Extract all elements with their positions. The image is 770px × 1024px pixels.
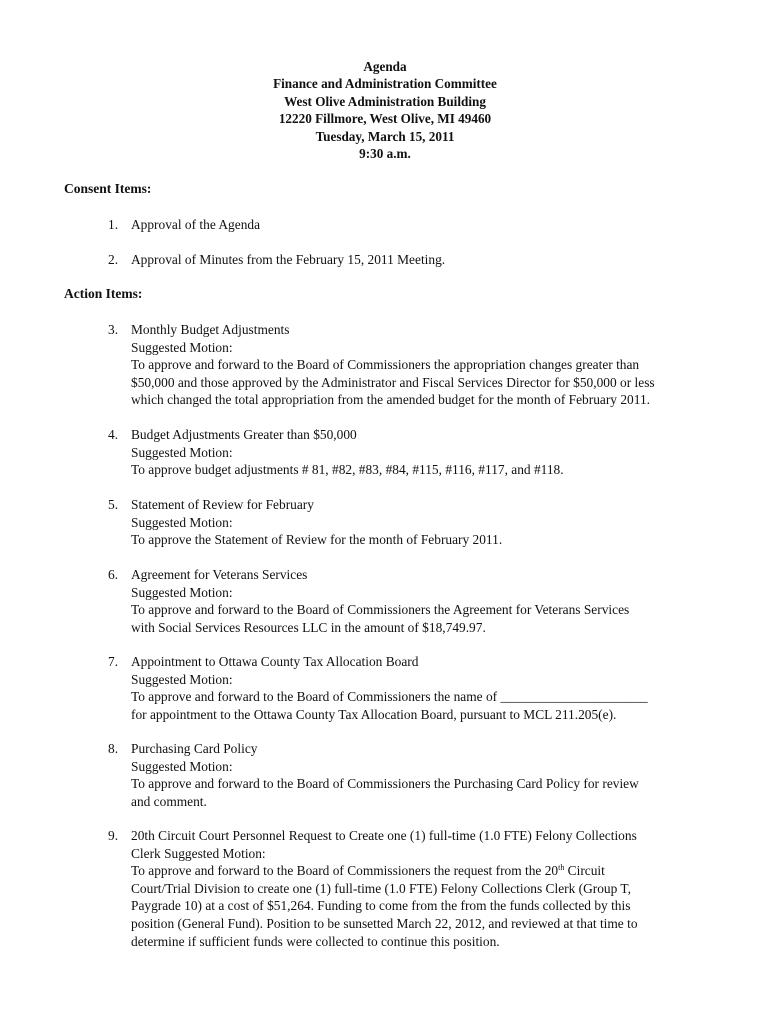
suggested-motion-label: Suggested Motion: bbox=[131, 514, 233, 530]
agenda-item-1 bbox=[108, 216, 708, 234]
motion-text: Court/Trial Division to create one (1) full-time (1.0 FTE) Felony Collections Clerk (Group T, bbox=[131, 880, 631, 896]
item-title: Monthly Budget Adjustments bbox=[131, 322, 290, 337]
header-building: West Olive Administration Building bbox=[284, 93, 486, 109]
agenda-item-6 bbox=[108, 566, 708, 636]
header-date: Tuesday, March 15, 2011 bbox=[315, 128, 455, 144]
item-number: 3. bbox=[108, 322, 119, 337]
item-title: Agreement for Veterans Services bbox=[131, 567, 308, 582]
suggested-motion-label: Suggested Motion: bbox=[131, 584, 233, 600]
agenda-item-5 bbox=[108, 496, 708, 549]
motion-text: To approve budget adjustments # 81, #82, #83, #84, #115, #116, #117, and #118. bbox=[131, 462, 564, 478]
motion-text: which changed the total appropriation from the amended budget for the month of February 2011. bbox=[131, 392, 650, 408]
item-number: 2. bbox=[108, 252, 119, 267]
suggested-motion-label: Suggested Motion: bbox=[131, 671, 233, 687]
suggested-motion-label: Suggested Motion: bbox=[131, 339, 233, 355]
header-address: 12220 Fillmore, West Olive, MI 49460 bbox=[278, 111, 492, 127]
item-number: 4. bbox=[108, 427, 119, 442]
agenda-item-9 bbox=[108, 827, 708, 950]
item-number: 5. bbox=[108, 497, 119, 512]
motion-text-part: To approve and forward to the Board of Commissioners the request from the 20 bbox=[131, 863, 559, 879]
header-title: Agenda bbox=[363, 59, 407, 74]
motion-text: To approve and forward to the Board of Commissioners the Purchasing Card Policy for review bbox=[131, 776, 639, 792]
motion-text: position (General Fund). Position to be sunsetted March 22, 2012, and reviewed at that time to bbox=[131, 915, 638, 931]
suggested-motion-label: Suggested Motion: bbox=[131, 444, 233, 460]
motion-text: $50,000 and those approved by the Administrator and Fiscal Services Director for $50,000 or less bbox=[131, 374, 655, 390]
motion-text: To approve and forward to the Board of Commissioners the name of ______________________ bbox=[131, 689, 648, 705]
motion-text: To approve the Statement of Review for the month of February 2011. bbox=[131, 532, 503, 548]
item-number: 9. bbox=[108, 828, 119, 843]
action-items-heading: Action Items: bbox=[64, 286, 143, 301]
motion-text bbox=[131, 862, 708, 880]
item-text: Approval of the Agenda bbox=[131, 217, 261, 232]
motion-text: Paygrade 10) at a cost of $51,264. Funding to come from the from the funds collected by this bbox=[131, 898, 631, 914]
item-title: Budget Adjustments Greater than $50,000 bbox=[131, 427, 357, 442]
item-number: 7. bbox=[108, 654, 119, 669]
item-text: Approval of Minutes from the February 15, 2011 Meeting. bbox=[131, 252, 446, 267]
agenda-item-8 bbox=[108, 740, 708, 810]
motion-text: for appointment to the Ottawa County Tax Allocation Board, pursuant to MCL 211.205(e). bbox=[131, 706, 617, 722]
suggested-motion-label: Suggested Motion: bbox=[131, 758, 233, 774]
agenda-item-2 bbox=[108, 251, 708, 269]
item-number: 8. bbox=[108, 741, 119, 756]
item-number: 1. bbox=[108, 217, 119, 232]
motion-text-part: Circuit bbox=[564, 863, 605, 879]
agenda-item-4 bbox=[108, 426, 708, 479]
consent-items-heading: Consent Items: bbox=[64, 181, 152, 196]
agenda-item-7 bbox=[108, 653, 708, 723]
motion-text: and comment. bbox=[131, 793, 207, 809]
item-number: 6. bbox=[108, 567, 119, 582]
agenda-header bbox=[0, 58, 770, 162]
item-title: Purchasing Card Policy bbox=[131, 741, 258, 756]
header-time: 9:30 a.m. bbox=[359, 146, 411, 162]
item-title: Appointment to Ottawa County Tax Allocation Board bbox=[131, 654, 419, 669]
motion-text: determine if sufficient funds were collected to continue this position. bbox=[131, 933, 500, 949]
header-committee: Finance and Administration Committee bbox=[273, 76, 497, 92]
motion-text: with Social Services Resources LLC in the amount of $18,749.97. bbox=[131, 619, 486, 635]
agenda-item-3 bbox=[108, 321, 708, 409]
ordinal-suffix: th bbox=[558, 863, 565, 873]
motion-text: To approve and forward to the Board of Commissioners the Agreement for Veterans Services bbox=[131, 602, 630, 618]
item-title: 20th Circuit Court Personnel Request to Create one (1) full-time (1.0 FTE) Felony Collections bbox=[131, 828, 637, 843]
motion-text: To approve and forward to the Board of Commissioners the appropriation changes greater than bbox=[131, 357, 640, 373]
item-title-continued: Clerk Suggested Motion: bbox=[131, 845, 266, 861]
item-title: Statement of Review for February bbox=[131, 497, 314, 512]
